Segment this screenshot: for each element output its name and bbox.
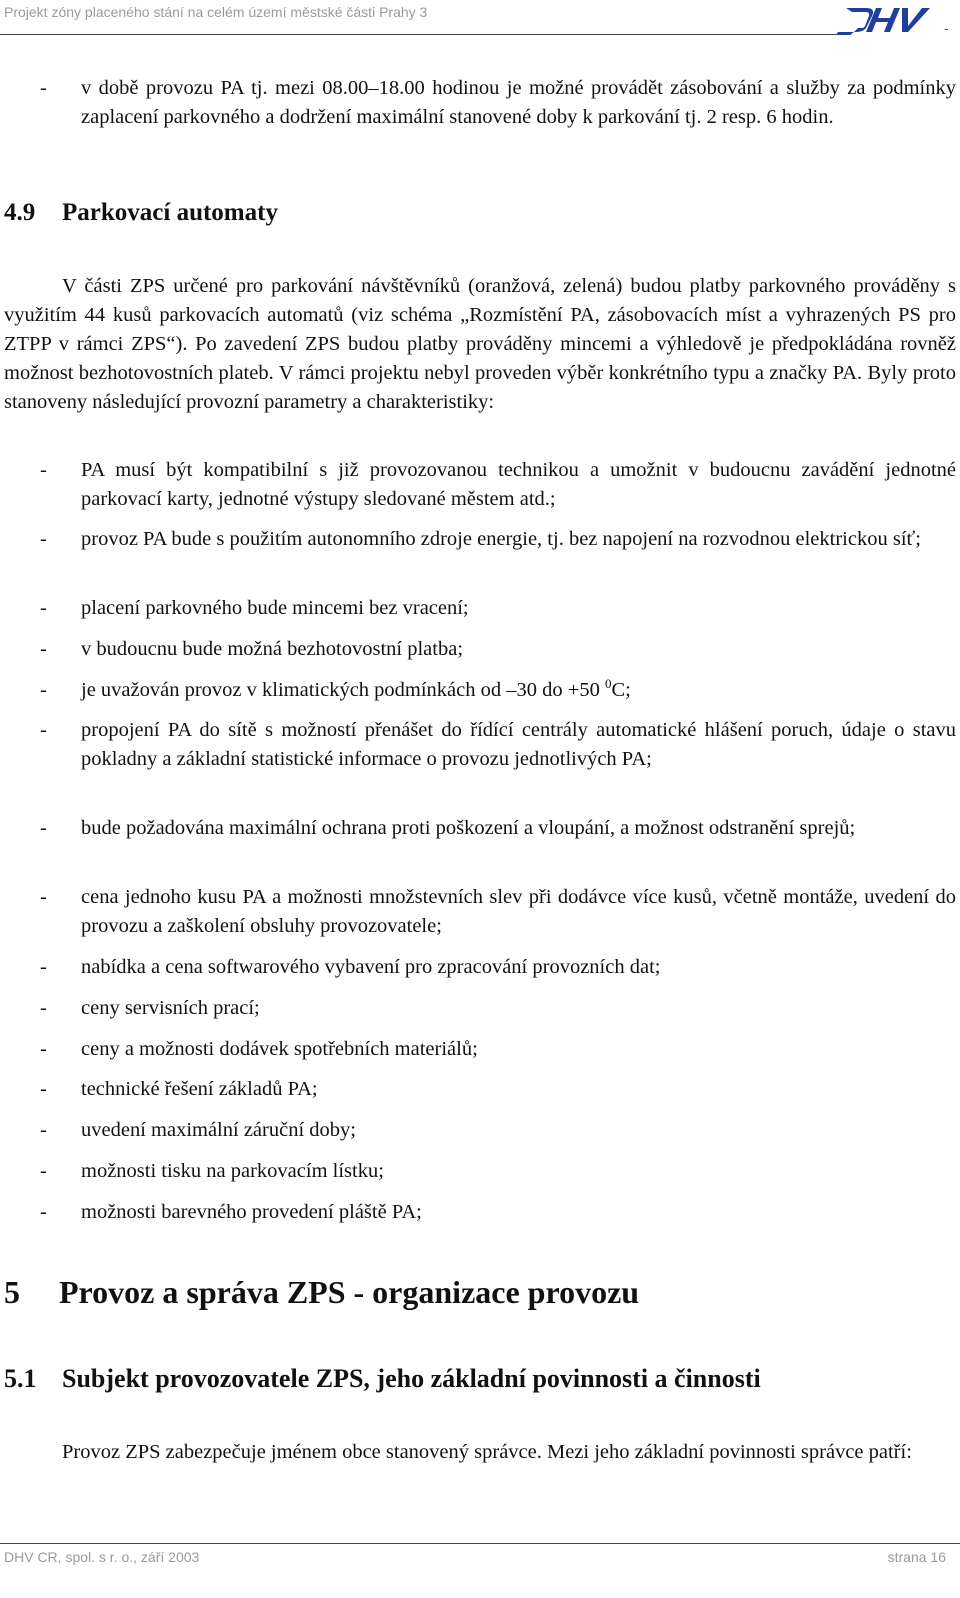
- list-item-text: bude požadována maximální ochrana proti poškození a vloupání, a možnost odstranění sprejů;: [81, 817, 856, 839]
- list-item-text: ceny a možnosti dodávek spotřebních materiálů;: [81, 1038, 478, 1060]
- list-item: [36, 1075, 956, 1104]
- section-heading-4-9: [4, 199, 278, 227]
- section-number: 5.1: [4, 1364, 37, 1393]
- list-bullet: -: [40, 459, 47, 481]
- section-number: 5: [4, 1274, 20, 1310]
- list-item: [36, 994, 956, 1023]
- list-item: [36, 594, 956, 623]
- list-bullet: -: [40, 886, 47, 908]
- paragraph-operator-duties: Provoz ZPS zabezpečuje jménem obce stanovený správce. Mezi jeho základní povinnosti správce patří:: [62, 1441, 912, 1463]
- list-bullet: -: [40, 1160, 47, 1182]
- list-bullet: -: [40, 1038, 47, 1060]
- footer-page-number: strana 16: [887, 1549, 946, 1565]
- section-number: 4.9: [4, 199, 36, 226]
- header-title: Projekt zóny placeného stání na celém území městské části Prahy 3: [4, 4, 428, 20]
- list-item-text: možnosti tisku na parkovacím lístku;: [81, 1160, 384, 1182]
- section-title: Subjekt provozovatele ZPS, jeho základní povinnosti a činnosti: [62, 1364, 761, 1393]
- list-item: [36, 1198, 956, 1227]
- list-bullet: -: [40, 1201, 47, 1223]
- list-item: [36, 814, 956, 843]
- temperature-text: je uvažován provoz v klimatických podmínkách od –30 do +50: [81, 679, 600, 701]
- list-bullet: -: [40, 77, 47, 99]
- list-item: [36, 716, 956, 774]
- list-item: [36, 676, 956, 705]
- section-heading-5: [4, 1274, 639, 1311]
- list-item-text: nabídka a cena softwarového vybavení pro zpracování provozních dat;: [81, 956, 661, 978]
- list-item-text: placení parkovného bude mincemi bez vracení;: [81, 597, 469, 619]
- list-bullet: -: [40, 817, 47, 839]
- dhv-logo-mark: [836, 2, 932, 36]
- list-bullet: -: [40, 1119, 47, 1141]
- degree-superscript: 0: [604, 676, 612, 691]
- section-title: Provoz a správa ZPS - organizace provozu: [59, 1274, 640, 1310]
- list-item: [36, 525, 956, 554]
- list-bullet: -: [40, 679, 47, 701]
- list-item: [36, 953, 956, 982]
- list-item-text: technické řešení základů PA;: [81, 1078, 318, 1100]
- list-item: [36, 1035, 956, 1064]
- list-item-text: v budoucnu bude možná bezhotovostní platba;: [81, 638, 464, 660]
- list-item-text: možnosti barevného provedení pláště PA;: [81, 1201, 422, 1223]
- intro-list-item: [36, 74, 956, 132]
- list-item-text: [81, 676, 956, 705]
- list-item-text: ceny servisních prací;: [81, 997, 260, 1019]
- list-item-text: provoz PA bude s použitím autonomního zdroje energie, tj. bez napojení na rozvodnou elektrickou síť;: [81, 528, 921, 550]
- temperature-unit: C;: [611, 679, 631, 701]
- list-bullet: -: [40, 1078, 47, 1100]
- footer-rule: [0, 1543, 960, 1544]
- list-item: [36, 1116, 956, 1145]
- list-item-text: v době provozu PA tj. mezi 08.00–18.00 hodinou je možné provádět zásobování a služby za podmínky zaplacení parkovného a dodržení maximální stanovené doby k parkování tj. 2 resp. 6 hodin.: [81, 77, 956, 128]
- header-dash: -: [944, 20, 949, 36]
- list-item: [36, 1157, 956, 1186]
- list-bullet: -: [40, 597, 47, 619]
- section-title: Parkovací automaty: [62, 199, 278, 226]
- dhv-logo: [836, 2, 932, 41]
- list-bullet: -: [40, 528, 47, 550]
- list-bullet: -: [40, 997, 47, 1019]
- list-bullet: -: [40, 956, 47, 978]
- list-item: [36, 883, 956, 941]
- list-item-text: PA musí být kompatibilní s již provozovanou technikou a umožnit v budoucnu zavádění jednotné parkovací karty, jednotné výstupy sledované městem atd.;: [81, 459, 956, 510]
- footer-company: DHV CR, spol. s r. o., září 2003: [4, 1549, 200, 1565]
- list-item-text: cena jednoho kusu PA a možnosti množstevních slev při dodávce více kusů, včetně montáže, uvedení do provozu a zaškolení obsluhy provozovatele;: [81, 886, 956, 937]
- section-heading-5-1: [4, 1364, 761, 1394]
- list-bullet: -: [40, 719, 47, 741]
- list-item: [36, 635, 956, 664]
- header-rule: [0, 34, 838, 35]
- list-item: [36, 456, 956, 514]
- list-item-text: uvedení maximální záruční doby;: [81, 1119, 356, 1141]
- list-bullet: -: [40, 638, 47, 660]
- list-item-text: propojení PA do sítě s možností přenášet do řídící centrály automatické hlášení poruch, údaje o stavu pokladny a základní statistické informace o provozu jednotlivých PA;: [81, 719, 956, 770]
- paragraph-parking-machines: V části ZPS určené pro parkování návštěvníků (oranžová, zelená) budou platby parkovného prováděny s využitím 44 kusů parkovacích automatů (viz schéma „Rozmístění PA, zásobovacích míst a vyhrazených PS pro ZTPP v rámci ZPS“). Po zavedení ZPS budou platby prováděny mincemi a výhledově je předpokládána rovněž možnost bezhotovostních plateb. V rámci projektu nebyl proveden výběr konkrétního typu a značky PA. Byly proto stanoveny následující provozní parametry a charakteristiky:: [4, 275, 956, 413]
